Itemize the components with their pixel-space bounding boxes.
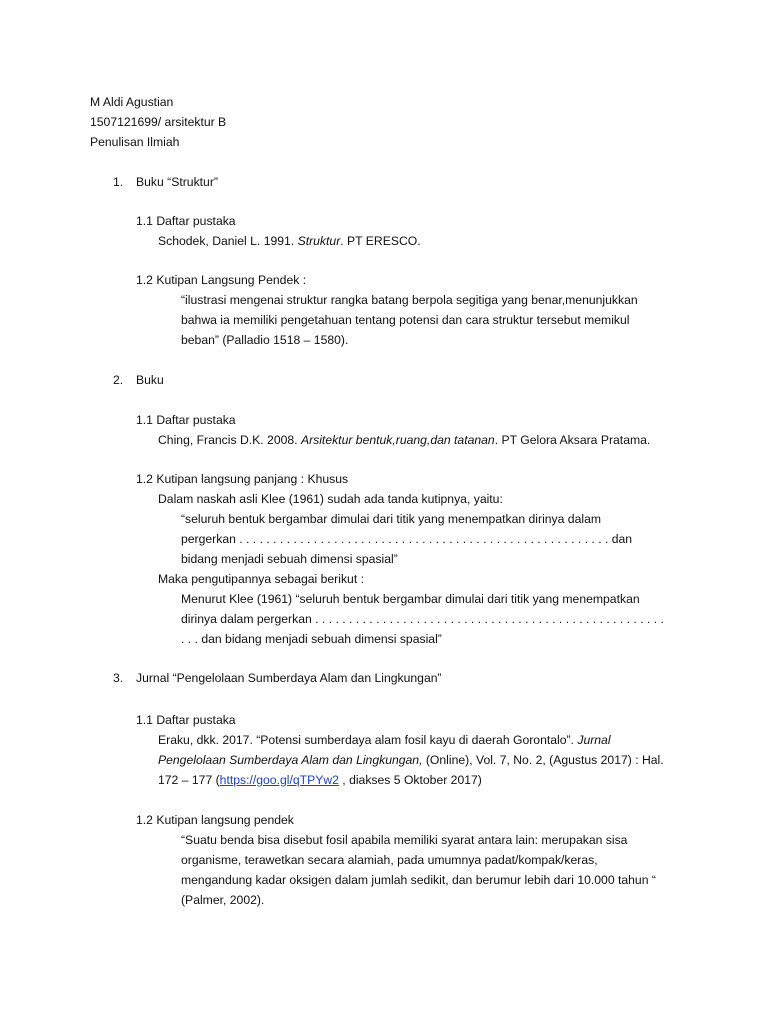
section-2-original-quote-line: bidang menjadi sebuah dimensi spasial” — [181, 552, 398, 566]
section-1-quote-heading: 1.2 Kutipan Langsung Pendek : — [136, 273, 307, 287]
section-2-cited-quote-line: dirinya dalam pergerkan . . . . . . . . . . . . . . . . . . . . . . . . . . . . . . . . . . . . . . . . . . . . . . . . . . . . — [181, 612, 664, 626]
section-2-intro-2: Maka pengutipannya sebagai berikut : — [158, 572, 364, 586]
section-1-quote-line: “ilustrasi mengenai struktur rangka batang berpola segitiga yang benar,menunjukkan — [181, 293, 638, 307]
section-2-bibliography-heading: 1.1 Daftar pustaka — [136, 413, 236, 427]
section-2-intro: Dalam naskah asli Klee (1961) sudah ada tanda kutipnya, yaitu: — [158, 492, 503, 506]
section-3-quote-line: mengandung kadar oksigen dalam jumlah sedikit, dan berumur lebih dari 10.000 tahun “ — [181, 873, 656, 887]
section-2-quote-heading: 1.2 Kutipan langsung panjang : Khusus — [136, 472, 349, 486]
section-1-reference: Schodek, Daniel L. 1991. Struktur. PT ERESCO. — [158, 234, 421, 248]
section-3-number: 3. — [113, 671, 124, 685]
author-name: M Aldi Agustian — [90, 95, 174, 109]
section-2-number: 2. — [113, 373, 124, 387]
section-3-reference-line-2: Pengelolaan Sumberdaya Alam dan Lingkungan, (Online), Vol. 7, No. 2, (Agustus 2017) : Hal. — [158, 753, 664, 767]
section-2-original-quote-line: pergerkan . . . . . . . . . . . . . . . . . . . . . . . . . . . . . . . . . . . . . . . . . . . . . . . . . . . . . . . dan — [181, 532, 633, 546]
section-2-cited-quote-line: . . . dan bidang menjadi sebuah dimensi spasial” — [181, 632, 442, 646]
section-3-quote-line: organisme, terawetkan secara alamiah, pada umumnya padat/kompak/keras, — [181, 853, 598, 867]
section-2-reference: Ching, Francis D.K. 2008. Arsitektur bentuk,ruang,dan tatanan. PT Gelora Aksara Pratama. — [158, 433, 651, 447]
section-1-number: 1. — [113, 175, 124, 189]
section-1-quote-line: beban” (Palladio 1518 – 1580). — [181, 333, 349, 347]
section-2-title: Buku — [136, 373, 164, 387]
section-3-bibliography-heading: 1.1 Daftar pustaka — [136, 713, 236, 727]
section-3-quote-line: “Suatu benda bisa disebut fosil apabila memiliki syarat antara lain: merupakan sisa — [181, 833, 628, 847]
section-3-reference-line-3: 172 – 177 (https://goo.gl/qTPYw2 , diakses 5 Oktober 2017) — [158, 773, 482, 787]
section-3-quote-line: (Palmer, 2002). — [181, 893, 265, 907]
section-2-original-quote-line: “seluruh bentuk bergambar dimulai dari titik yang menempatkan dirinya dalam — [181, 512, 602, 526]
section-1-title: Buku “Struktur” — [136, 175, 218, 189]
section-3-quote-heading: 1.2 Kutipan langsung pendek — [136, 813, 294, 827]
reference-link[interactable]: https://goo.gl/qTPYw2 — [219, 773, 339, 787]
section-3-title: Jurnal “Pengelolaan Sumberdaya Alam dan Lingkungan” — [136, 671, 442, 685]
section-1-quote-line: bahwa ia memiliki pengetahuan tentang potensi dan cara struktur tersebut memikul — [181, 313, 630, 327]
section-2-cited-quote-line: Menurut Klee (1961) “seluruh bentuk bergambar dimulai dari titik yang menempatkan — [181, 592, 640, 606]
student-id: 1507121699/ arsitektur B — [90, 115, 227, 129]
section-1-bibliography-heading: 1.1 Daftar pustaka — [136, 214, 236, 228]
course-title: Penulisan Ilmiah — [90, 135, 180, 149]
section-3-reference-line-1: Eraku, dkk. 2017. “Potensi sumberdaya alam fosil kayu di daerah Gorontalo”. Jurnal — [158, 733, 611, 747]
